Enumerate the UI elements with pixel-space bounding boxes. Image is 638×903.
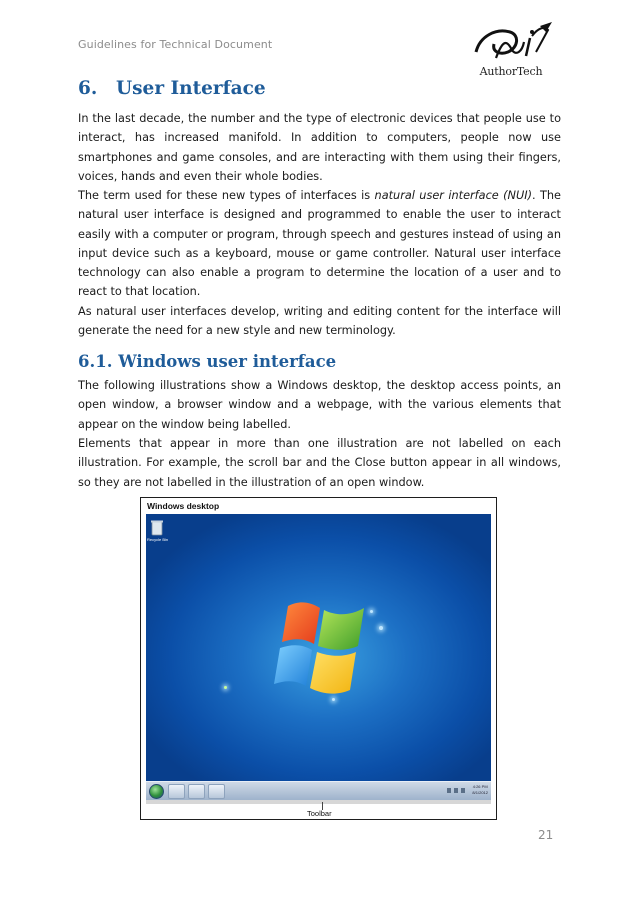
nui-text-after: . The natural user interface is designed and programmed to enable the user to interact easily with a computer or program, through speech and gestures instead of using an input device such as a keyboard, mouse or game controller. Natural user interface technology can also enable a program to determine the location of a user and to react to that location.: [78, 189, 561, 299]
media-player-icon: [208, 784, 225, 799]
folder-icon: [188, 784, 205, 799]
paragraph-illustrations: The following illustrations show a Windows desktop, the desktop access points, an open window, a browser window and a webpage, with the various elements that appear on the window being labelled.: [78, 379, 561, 431]
taskbar: [146, 781, 491, 800]
paragraph-labelling: Elements that appear in more than one illustration are not labelled on each illustration. For example, the scroll bar and the Close button appear in all windows, so they are not labelled in the illustration of an open window.: [78, 437, 561, 489]
logo-text: AuthorTech: [479, 65, 543, 78]
paragraph-nui: [78, 186, 561, 302]
nui-text-before: The term used for these new types of interfaces is: [78, 189, 375, 202]
clock-date: 8/1/2012: [472, 790, 488, 795]
taskbar-clock: [472, 784, 488, 796]
section-heading: [78, 78, 266, 99]
recycle-bin-label: Recycle Bin: [147, 537, 169, 542]
paragraph-intro: In the last decade, the number and the type of electronic devices that people use to interact, has increased manifold. In addition to computers, people now use smartphones and game consoles, and are interacting with them using their fingers, voices, hands and even their whole bodies.: [78, 112, 561, 183]
toolbar-callout-label: Toolbar: [307, 809, 332, 818]
paragraph-style: As natural user interfaces develop, writing and editing content for the interface will generate the need for a new style and new terminology.: [78, 305, 561, 338]
running-header: Guidelines for Technical Document: [78, 38, 273, 51]
page-number: 21: [538, 828, 554, 842]
windows-flag-icon: [264, 592, 382, 704]
authortech-logo: [466, 22, 562, 80]
figure-title: Windows desktop: [147, 501, 220, 511]
section-number: 6.: [78, 78, 98, 99]
monitor-bezel: [146, 800, 491, 804]
desktop-screen: [146, 514, 491, 800]
authortech-logo-icon: [466, 22, 562, 66]
subsection-heading: 6.1. Windows user interface: [78, 352, 337, 371]
windows-desktop-figure: [140, 497, 497, 820]
section-title: User Interface: [116, 78, 266, 99]
nui-term: natural user interface (NUI): [374, 189, 532, 202]
system-tray-icons: [447, 787, 467, 794]
recycle-bin-icon: [150, 519, 164, 536]
start-orb-icon: [149, 784, 164, 799]
clock-time: 4:26 PM: [472, 784, 488, 789]
internet-explorer-icon: [168, 784, 185, 799]
